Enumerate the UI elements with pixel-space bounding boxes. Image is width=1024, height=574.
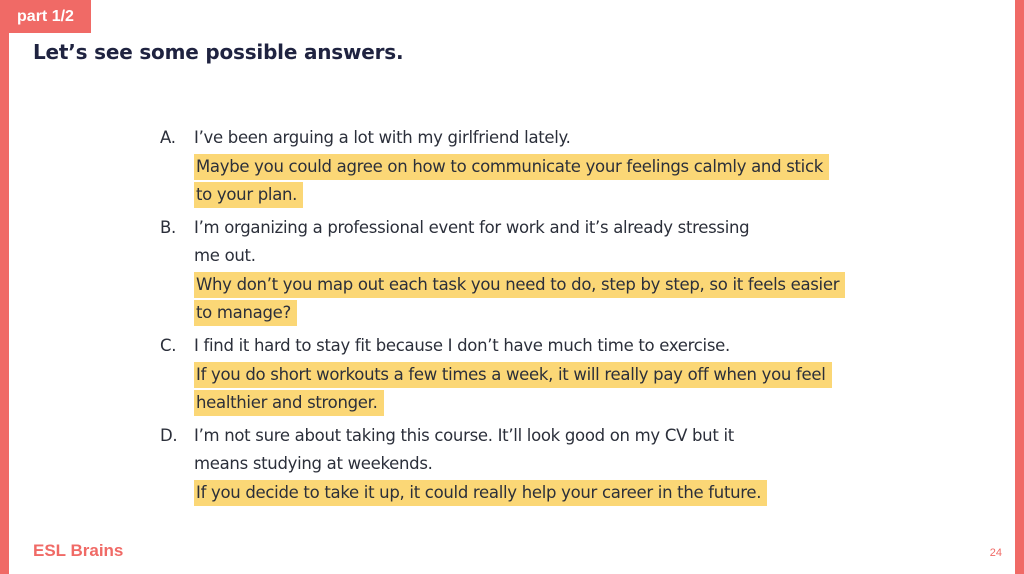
- answer-highlight: If you decide to take it up, it could really help your career in the future.: [194, 480, 767, 506]
- prompt-text: I’m organizing a professional event for work and it’s already stressing: [194, 218, 750, 237]
- prompt-text: me out.: [194, 246, 256, 265]
- list-item: [160, 214, 880, 326]
- answer-highlight: to your plan.: [194, 182, 303, 208]
- prompt-text: I’ve been arguing a lot with my girlfriend lately.: [194, 128, 571, 147]
- answer-highlight: healthier and stronger.: [194, 390, 384, 416]
- answer-highlight: If you do short workouts a few times a week, it will really pay off when you feel: [194, 362, 832, 388]
- answers-list: [160, 124, 880, 506]
- item-letter: B.: [160, 218, 176, 237]
- right-border: [1015, 0, 1024, 574]
- page-title: Let’s see some possible answers.: [33, 40, 404, 64]
- answer-highlight: Why don’t you map out each task you need to do, step by step, so it feels easier: [194, 272, 845, 298]
- prompt-text: I’m not sure about taking this course. It’ll look good on my CV but it: [194, 426, 734, 445]
- list-item: [160, 124, 880, 208]
- page-number: 24: [989, 547, 1002, 559]
- brand-logo: ESL Brains: [33, 541, 124, 560]
- prompt-text: means studying at weekends.: [194, 454, 433, 473]
- left-border: [0, 0, 9, 574]
- prompt-text: I find it hard to stay fit because I don’t have much time to exercise.: [194, 336, 730, 355]
- answer-highlight: Maybe you could agree on how to communicate your feelings calmly and stick: [194, 154, 829, 180]
- item-letter: D.: [160, 426, 178, 445]
- part-badge: part 1/2: [0, 0, 91, 33]
- answer-highlight: to manage?: [194, 300, 297, 326]
- list-item: [160, 422, 880, 506]
- item-letter: C.: [160, 336, 177, 355]
- list-item: [160, 332, 880, 416]
- item-letter: A.: [160, 128, 176, 147]
